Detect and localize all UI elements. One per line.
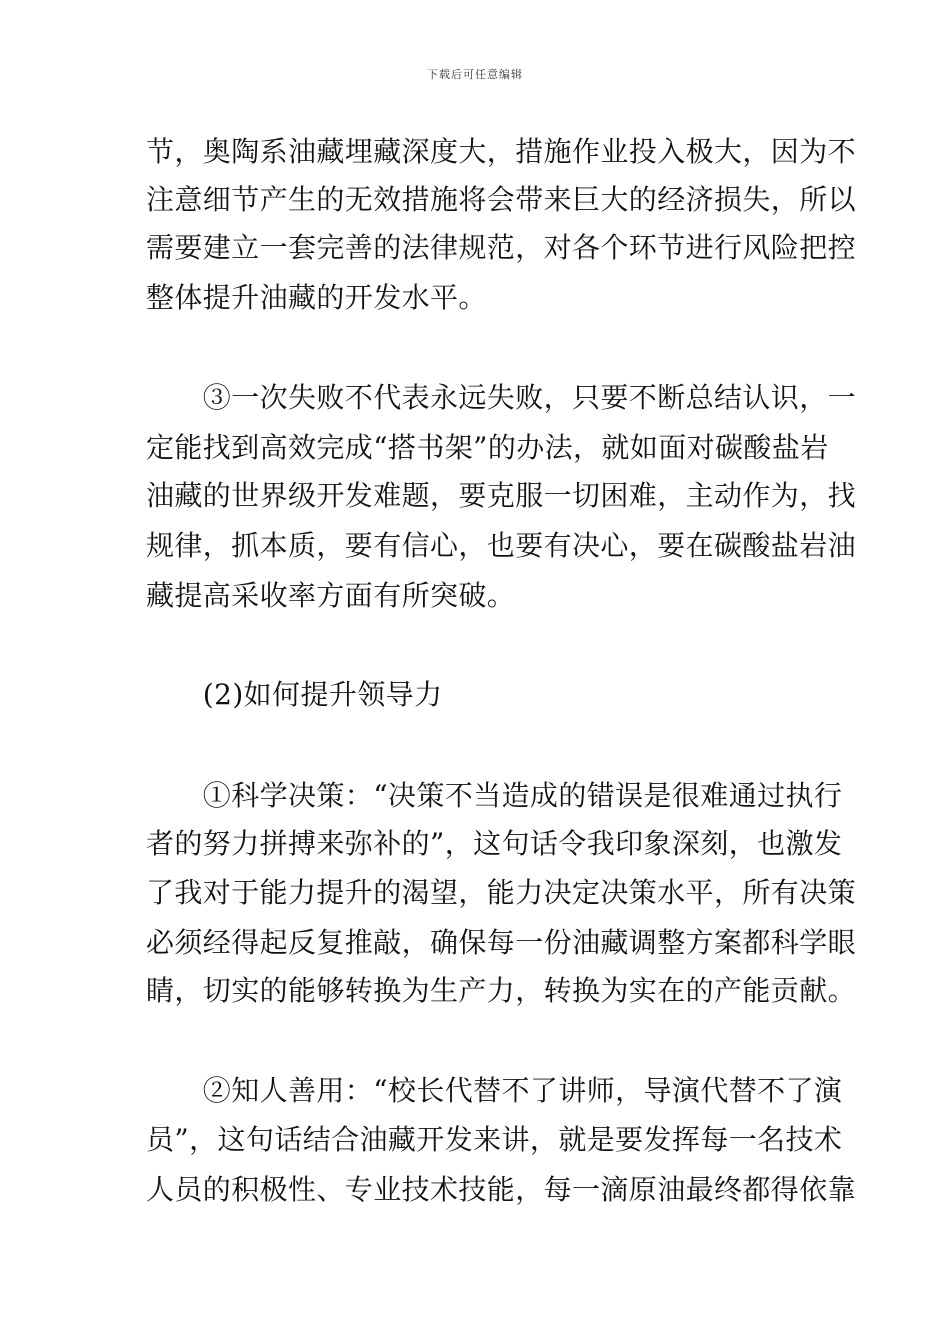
text-line: 需要建立一套完善的法律规范，对各个环节进行风险把控: [146, 231, 857, 264]
section-heading: (2)如何提升领导力: [146, 678, 443, 711]
text-line: ③一次失败不代表永远失败，只要不断总结认识，一: [146, 381, 857, 414]
text-line: ②知人善用：“校长代替不了讲师，导演代替不了演: [146, 1074, 843, 1107]
text-line: 节，奥陶系油藏埋藏深度大，措施作业投入极大，因为不: [146, 135, 857, 168]
text-line: 睛，切实的能够转换为生产力，转换为实在的产能贡献。: [146, 974, 857, 1007]
text-line: 必须经得起反复推敲，确保每一份油藏调整方案都科学眼: [146, 926, 857, 959]
text-line: 了我对于能力提升的渴望，能力决定决策水平，所有决策: [146, 876, 857, 909]
text-line: 藏提高采收率方面有所突破。: [146, 579, 516, 612]
text-line: 油藏的世界级开发难题，要克服一切困难，主动作为，找: [146, 479, 857, 512]
text-line: 定能找到高效完成“搭书架”的办法，就如面对碳酸盐岩: [146, 431, 829, 464]
text-line: 整体提升油藏的开发水平。: [146, 281, 487, 314]
text-line: ①科学决策：“决策不当造成的错误是很难通过执行: [146, 779, 843, 812]
text-line: 人员的积极性、专业技术技能，每一滴原油最终都得依靠: [146, 1173, 857, 1206]
text-line: 注意细节产生的无效措施将会带来巨大的经济损失，所以: [146, 183, 857, 216]
text-line: 者的努力拼搏来弥补的”，这句话令我印象深刻，也激发: [146, 827, 843, 860]
text-line: 规律，抓本质，要有信心，也要有决心，要在碳酸盐岩油: [146, 529, 857, 562]
text-line: 员”，这句话结合油藏开发来讲，就是要发挥每一名技术: [146, 1123, 843, 1156]
page-header: 下载后可任意编辑: [427, 68, 523, 81]
